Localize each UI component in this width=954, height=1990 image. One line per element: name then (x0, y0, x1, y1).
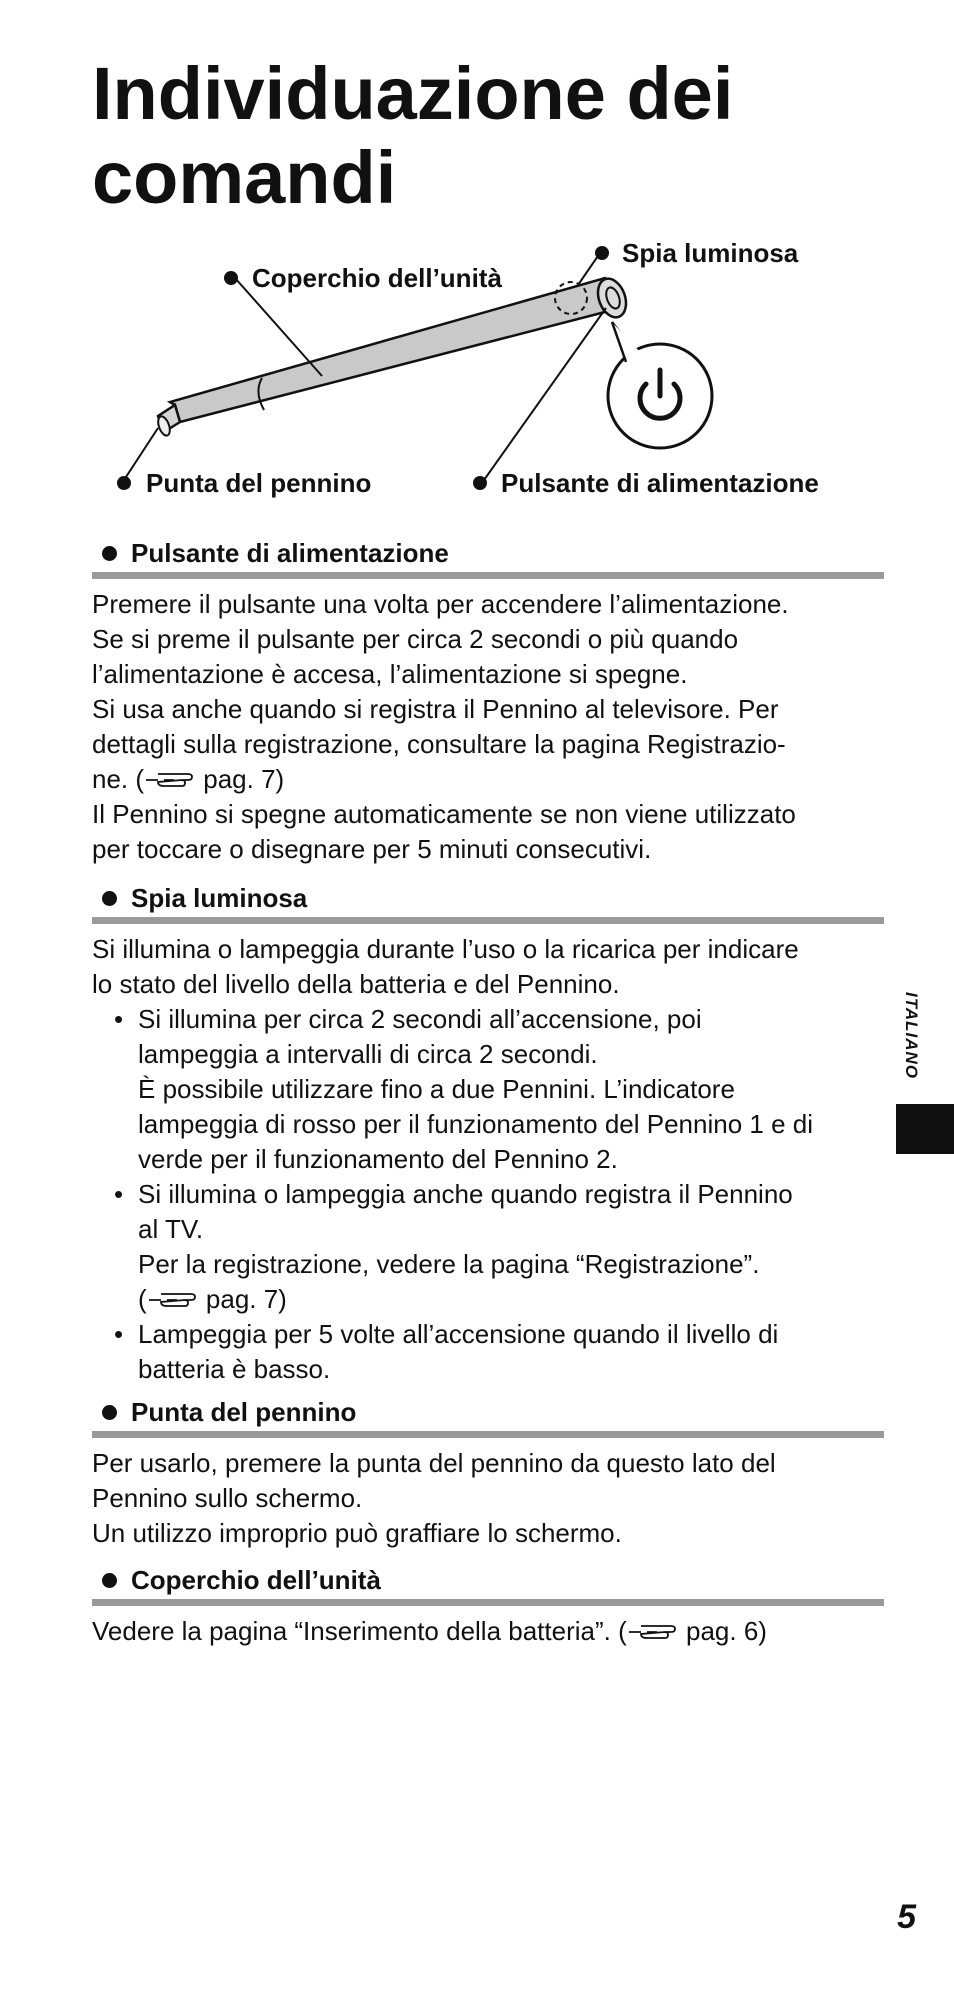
bullet-list (92, 1002, 884, 1387)
list-item: • Si illumina per circa 2 secondi all’accensione, poi lampeggia a intervalli di circa 2 secondi. È possibile utilizzare fino a due Pennini. L’indicatore lampeggia di rosso per il funzionamento del Pennino 1 e di verde per il funzionamento del Pennino 2. (92, 1002, 884, 1177)
label-unit-cover: Coperchio dell’unità (252, 263, 502, 293)
language-tab (896, 1104, 954, 1154)
body-line: l’alimentazione è accesa, l’alimentazione si spegne. (92, 659, 688, 689)
brand-logo: Panasonic (525, 325, 593, 362)
page-number: 5 (897, 1898, 916, 1936)
section-body (92, 587, 884, 867)
section-power-button (92, 538, 884, 867)
section-pen-tip (92, 1397, 884, 1551)
bullet-dot (102, 891, 117, 906)
pointing-hand-icon (627, 1621, 679, 1643)
bullet-dot (102, 1573, 117, 1588)
bullet-dot (102, 1405, 117, 1420)
section-heading (92, 1397, 884, 1438)
section-indicator-light (92, 883, 884, 1387)
pointing-hand-icon (147, 1289, 199, 1311)
body-line: Per usarlo, premere la punta del pennino da questo lato del (92, 1448, 776, 1478)
section-unit-cover (92, 1565, 884, 1649)
list-item: • Lampeggia per 5 volte all’accensione quando il livello di batteria è basso. (92, 1317, 884, 1387)
section-body (92, 1446, 884, 1551)
heading-text: Punta del pennino (131, 1397, 357, 1427)
body-line: ne. ( pag. 7) (92, 764, 285, 794)
body-line: Un utilizzo improprio può graffiare lo schermo. (92, 1518, 622, 1548)
body-line: Pennino sullo schermo. (92, 1483, 363, 1513)
power-callout (608, 322, 712, 448)
body-line: Se si preme il pulsante per circa 2 secondi o più quando (92, 624, 739, 654)
section-heading (92, 883, 884, 924)
heading-text: Spia luminosa (131, 883, 308, 913)
heading-text: Coperchio dell’unità (131, 1565, 381, 1595)
pointing-hand-icon (144, 769, 196, 791)
svg-text:ITALIANO: ITALIANO (902, 992, 921, 1080)
body-line: lo stato del livello della batteria e del Pennino. (92, 969, 620, 999)
label-indicator-light: Spia luminosa (622, 238, 799, 268)
section-body (92, 1614, 884, 1649)
section-heading (92, 1565, 884, 1606)
body-line: dettagli sulla registrazione, consultare la pagina Registrazio- (92, 729, 786, 759)
pen-diagram (0, 230, 954, 510)
body-line: Si illumina o lampeggia durante l’uso o la ricarica per indicare (92, 934, 799, 964)
body-line: per toccare o disegnare per 5 minuti consecutivi. (92, 834, 652, 864)
body-line: Si usa anche quando si registra il Pennino al televisore. Per (92, 694, 779, 724)
body-line: Premere il pulsante una volta per accendere l’alimentazione. (92, 589, 789, 619)
page-title: Individuazione dei comandi (92, 52, 734, 219)
body-line: Il Pennino si spegne automaticamente se non viene utilizzato (92, 799, 796, 829)
language-side-label (892, 990, 932, 1100)
label-power-button: Pulsante di alimentazione (501, 468, 819, 498)
bullet-dot (102, 546, 117, 561)
heading-text: Pulsante di alimentazione (131, 538, 449, 568)
label-pen-tip: Punta del pennino (146, 468, 372, 498)
section-body (92, 932, 884, 1387)
pen-illustration (156, 275, 631, 437)
section-heading (92, 538, 884, 579)
body-line: Vedere la pagina “Inserimento della batteria”. ( pag. 6) (92, 1616, 767, 1646)
list-item: • Si illumina o lampeggia anche quando registra il Pennino al TV. Per la registrazione, vedere la pagina “Registrazione”. ( pag. 7) (92, 1177, 884, 1317)
